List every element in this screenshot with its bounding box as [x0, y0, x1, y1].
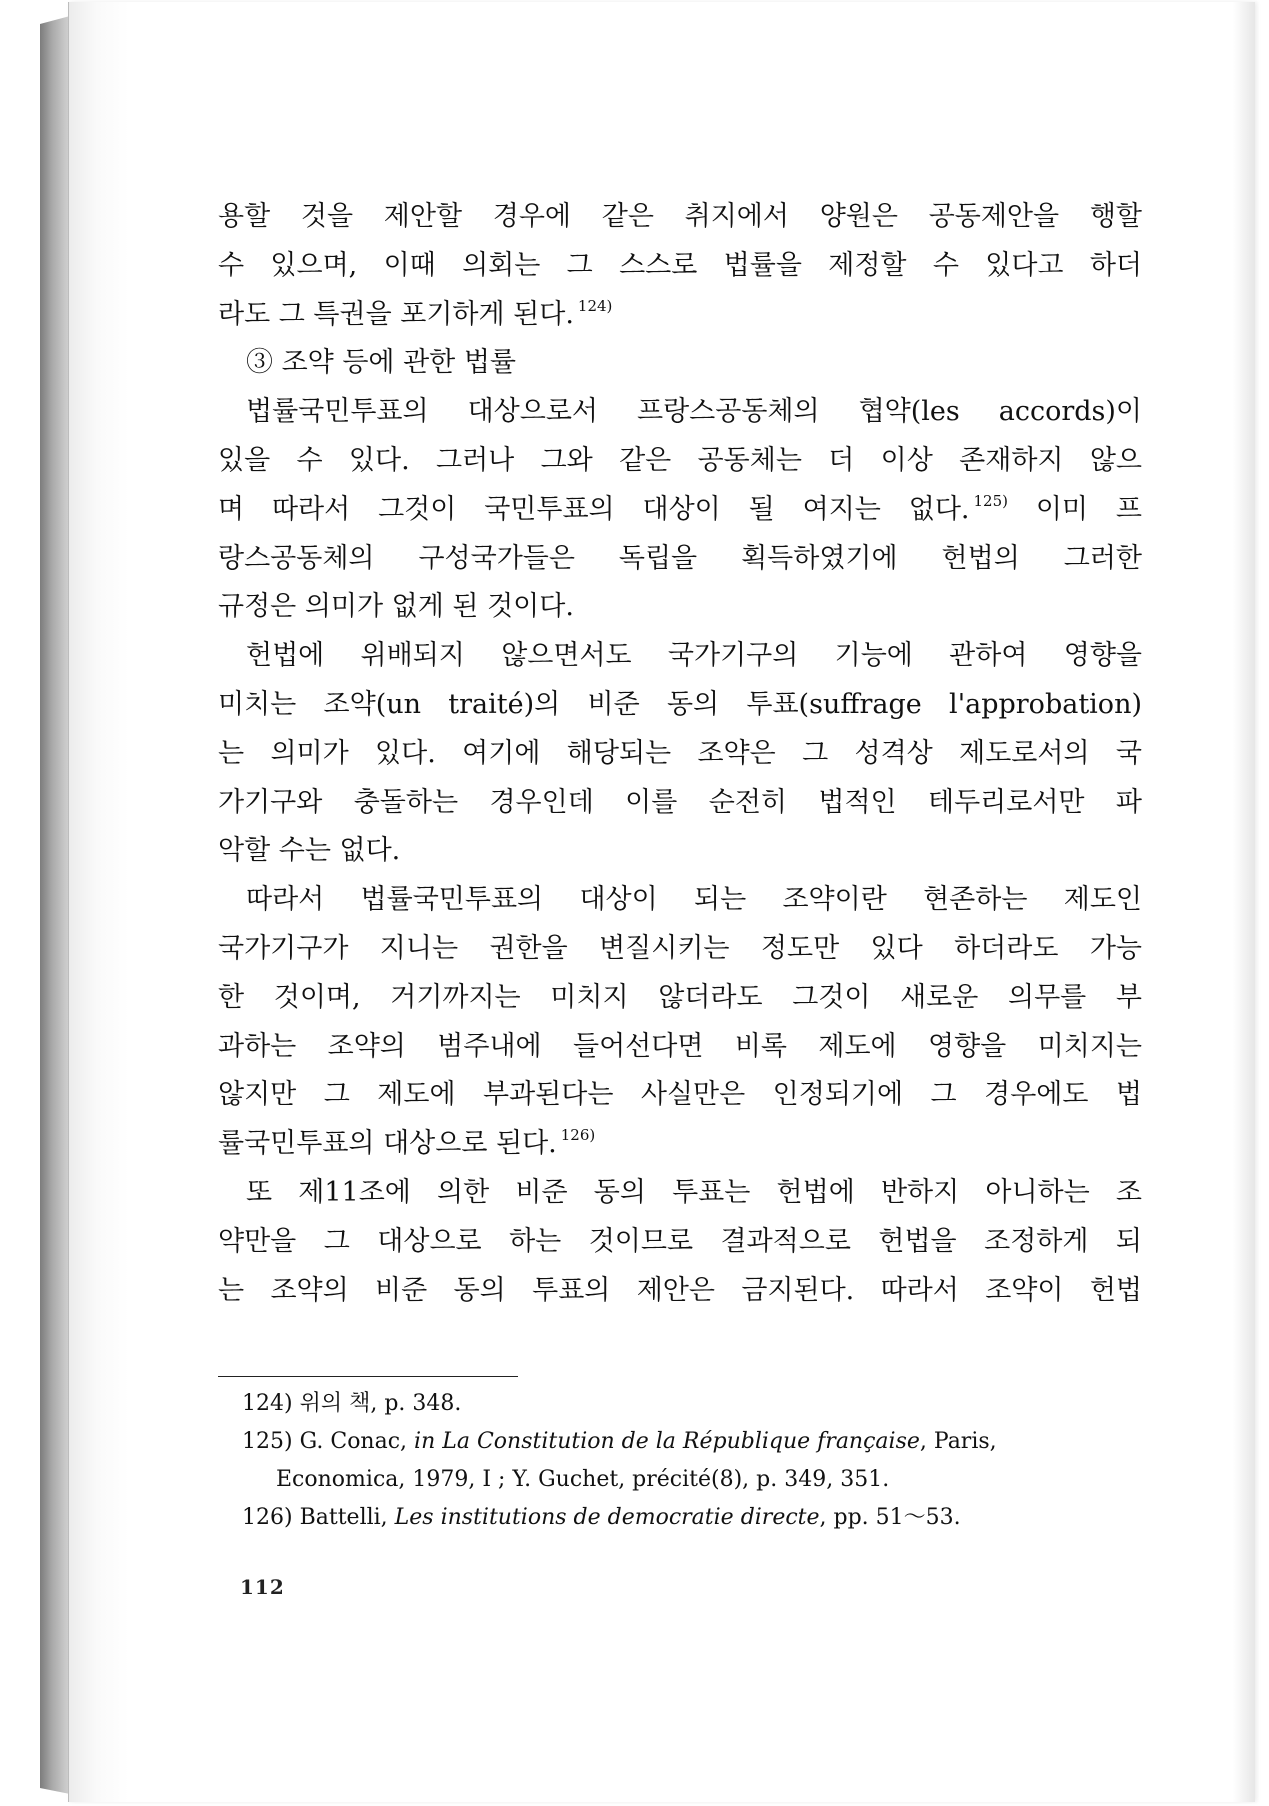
footnote-divider	[218, 1376, 518, 1377]
body-line	[218, 583, 1142, 632]
line-text: 가기구와 충돌하는 경우인데 이를 순전히 법적인 테두리로서만 파	[218, 786, 1142, 818]
footnote-number: 126)	[242, 1505, 293, 1530]
footnote-number: 125)	[242, 1429, 293, 1454]
footnote-ref-125: 125)	[973, 491, 1008, 510]
page-stack-edge	[40, 16, 70, 1794]
page-number: 112	[240, 1575, 285, 1599]
body-line	[218, 632, 1142, 681]
line-text: 규정은 의미가 없게 된 것이다.	[218, 591, 574, 623]
line-text: 는 조약의 비준 동의 투표의 제안은 금지된다. 따라서 조약이 헌법	[218, 1274, 1142, 1306]
footnote-author: Battelli,	[299, 1505, 395, 1530]
line-text: 헌법에 위배되지 않으면서도 국가기구의 기능에 관하여 영향을	[246, 640, 1142, 672]
body-line	[218, 1071, 1142, 1120]
line-text: 악할 수는 없다.	[218, 835, 401, 867]
body-line	[218, 730, 1142, 779]
footnote-text: , Paris,	[919, 1429, 997, 1454]
line-text: 률국민투표의 대상으로 된다.	[218, 1128, 557, 1160]
line-text: 며 따라서 그것이 국민투표의 대상이 될 여지는 없다.	[218, 493, 970, 525]
line-text: 있을 수 있다. 그러나 그와 같은 공동체는 더 이상 존재하지 않으	[218, 444, 1142, 476]
section-heading	[218, 339, 1142, 388]
line-text: 약만을 그 대상으로 하는 것이므로 결과적으로 헌법을 조정하게 되	[218, 1225, 1142, 1257]
line-text: 수 있으며, 이때 의회는 그 스스로 법률을 제정할 수 있다고 하더	[218, 249, 1142, 281]
footnote-author: G. Conac,	[299, 1429, 415, 1454]
body-line	[218, 681, 1142, 730]
body-line	[218, 388, 1142, 437]
line-text: 라도 그 특권을 포기하게 된다.	[218, 298, 574, 330]
line-text: 국가기구가 지니는 권한을 변질시키는 정도만 있다 하더라도 가능	[218, 932, 1142, 964]
footnote-124	[242, 1385, 1142, 1423]
line-text: 용할 것을 제안할 경우에 같은 취지에서 양원은 공동제안을 행할	[218, 201, 1142, 232]
line-text: 이미 프	[1007, 493, 1142, 525]
body-line	[218, 925, 1142, 974]
footnote-125-continued	[242, 1461, 1142, 1499]
line-text: 법률국민투표의 대상으로서 프랑스공동체의 협약(les accords)이	[246, 396, 1142, 428]
body-line	[218, 974, 1142, 1023]
footnote-ref-124: 124)	[577, 296, 613, 315]
footnote-125	[242, 1423, 1142, 1461]
body-text	[218, 193, 1142, 1315]
line-text: 는 의미가 있다. 여기에 해당되는 조약은 그 성격상 제도로서의 국	[218, 737, 1142, 769]
body-line	[218, 827, 1142, 876]
line-text: 또 제11조에 의한 비준 동의 투표는 헌법에 반하지 아니하는 조	[246, 1176, 1142, 1208]
body-line	[218, 1267, 1142, 1316]
body-line	[218, 437, 1142, 486]
line-text: 랑스공동체의 구성국가들은 독립을 획득하였기에 헌법의 그러한	[218, 542, 1142, 574]
footnote-text: Economica, 1979, I ; Y. Guchet, précité(8), p. 349, 351.	[276, 1467, 890, 1492]
footnote-title: in La Constitution de la République française	[414, 1429, 920, 1454]
body-line	[218, 486, 1142, 535]
line-text: 않지만 그 제도에 부과된다는 사실만은 인정되기에 그 경우에도 법	[218, 1079, 1142, 1111]
line-text: 미치는 조약(un traité)의 비준 동의 투표(suffrage l'approbation)	[218, 688, 1142, 720]
footnote-ref-126: 126)	[560, 1126, 596, 1145]
footnote-text: 위의 책, p. 348.	[299, 1391, 462, 1416]
body-line	[218, 291, 1142, 340]
footnote-number: 124)	[242, 1391, 293, 1416]
body-line	[218, 1169, 1142, 1218]
body-line	[218, 876, 1142, 925]
page-shadow	[1233, 2, 1255, 1802]
body-line	[218, 193, 1142, 242]
body-line	[218, 242, 1142, 291]
line-text: 과하는 조약의 범주내에 들어선다면 비록 제도에 영향을 미치지는	[218, 1030, 1142, 1062]
footnote-126	[242, 1499, 1142, 1537]
line-text: 한 것이며, 거기까지는 미치지 않더라도 그것이 새로운 의무를 부	[218, 981, 1142, 1013]
body-line	[218, 1023, 1142, 1072]
body-line	[218, 779, 1142, 828]
footnote-text: , pp. 51～53.	[819, 1505, 961, 1530]
heading-text: ③ 조약 등에 관한 법률	[246, 347, 516, 379]
footnote-title: Les institutions de democratie directe	[394, 1505, 820, 1530]
body-line	[218, 1120, 1142, 1169]
line-text: 따라서 법률국민투표의 대상이 되는 조약이란 현존하는 제도인	[246, 884, 1142, 916]
body-line	[218, 1218, 1142, 1267]
footnotes	[242, 1385, 1142, 1537]
body-line	[218, 535, 1142, 584]
